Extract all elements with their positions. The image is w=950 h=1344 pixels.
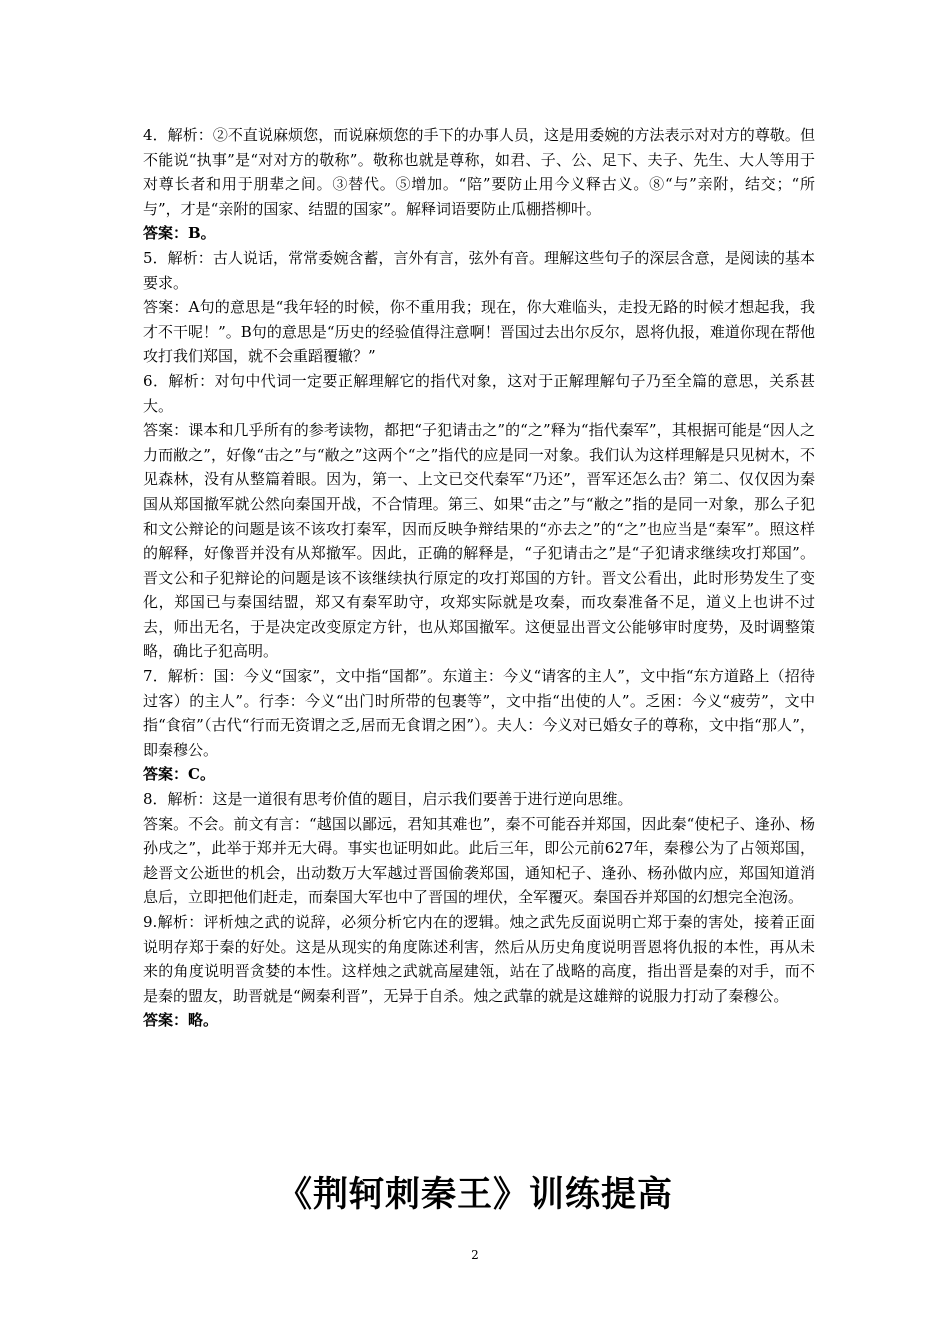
item-5-answer: 答案：A句的意思是“我年轻的时候，你不重用我；现在，你大难临头，走投无路的时候才想起我，我才不干呢！”。B句的意思是“历史的经验值得注意啊！晋国过去出尔反尔，恩将仇报，难道你现在帮他攻打我们郑国，就不会重蹈覆辙？”	[143, 298, 815, 366]
item-6-analysis: 6．解析：对句中代词一定要正解理解它的指代对象，这对于正解理解句子乃至全篇的意思，关系甚大。	[143, 371, 815, 415]
item-9-analysis: 9.解析：评析烛之武的说辞，必须分析它内在的逻辑。烛之武先反面说明亡郑于秦的害处，接着正面说明存郑于秦的好处。这是从现实的角度陈述利害，然后从历史角度说明晋恩将仇报的本性，再从未来的角度说明晋贪婪的本性。这样烛之武就高屋建瓴，站在了战略的高度，指出晋是秦的对手，而不是秦的盟友，助晋就是“阙秦利晋”，无异于自杀。烛之武靠的就是这雄辩的说服力打动了秦穆公。	[143, 913, 815, 1005]
item-6-answer: 答案：课本和几乎所有的参考读物，都把“子犯请击之”的“之”释为“指代秦军”，其根据可能是“因人之力而敝之”，好像“击之”与“敝之”这两个“之”指代的应是同一对象。我们认为这样理解是只见树木，不见森林，没有从整篇着眼。因为，第一、上文已交代秦军“乃还”，晋军还怎么击？第二、仅仅因为秦国从郑国撤军就公然向秦国开战，不合情理。第三、如果“击之”与“敝之”指的是同一对象，那么子犯和文公辩论的问题是该不该攻打秦军，因而反映争辩结果的“亦去之”的“之”也应当是“秦军”。照这样的解释，好像晋并没有从郑撤军。因此，正确的解释是，“子犯请击之”是“子犯请求继续攻打郑国”。晋文公和子犯辩论的问题是该不该继续执行原定的攻打郑国的方针。晋文公看出，此时形势发生了变化，郑国已与秦国结盟，郑又有秦军助守，攻郑实际就是攻秦，而攻秦准备不足，道义上也讲不过去，师出无名，于是决定改变原定方针，也从郑国撤军。这便显出晋文公能够审时度势，及时调整策略，确比子犯高明。	[143, 421, 815, 661]
item-4-analysis: 4．解析：②不直说麻烦您，而说麻烦您的手下的办事人员，这是用委婉的方法表示对对方的尊敬。但不能说“执事”是“对对方的敬称”。敬称也就是尊称，如君、子、公、足下、夫子、先生、大人等用于对尊长者和用于朋辈之间。③替代。⑤增加。“陪”要防止用今义释古义。⑧“与”亲附，结交；“所与”，才是“亲附的国家、结盟的国家”。解释词语要防止瓜棚搭柳叶。	[143, 126, 815, 218]
answer-analysis-section	[143, 123, 815, 1033]
page-number: 2	[471, 1248, 479, 1262]
section-title: 《荆轲刺秦王》训练提高	[276, 1175, 673, 1215]
item-9-answer: 答案：略。	[143, 1011, 219, 1030]
item-8-analysis: 8．解析：这是一道很有思考价值的题目，启示我们要善于进行逆向思维。	[143, 790, 633, 809]
item-7-analysis: 7．解析：国：今义“国家”，文中指“国都”。东道主：今义“请客的主人”，文中指“东方道路上（招待过客）的主人”。行李：今义“出门时所带的包裹等”，文中指“出使的人”。乏困：今义“疲劳”，文中指“食宿”（古代“行而无资谓之乏,居而无食谓之困”）。夫人：今义对已婚女子的尊称，文中指“那人”，即秦穆公。	[143, 667, 815, 759]
item-8-answer: 答案。不会。前文有言：“越国以鄙远，君知其难也”，秦不可能吞并郑国，因此秦“使杞子、逢孙、杨孙戌之”，此举于郑并无大碍。事实也证明如此。此后三年，即公元前627年，秦穆公为了占领郑国，趁晋文公逝世的机会，出动数万大军越过晋国偷袭郑国，通知杞子、逢孙、杨孙做内应，郑国知道消息后，立即把他们赶走，而秦国大军也中了晋国的埋伏，全军覆灭。秦国吞并郑国的幻想完全泡汤。	[143, 814, 815, 907]
item-7-answer: 答案：C。	[143, 765, 215, 784]
item-5-analysis: 5．解析：古人说话，常常委婉含蓄，言外有言，弦外有音。理解这些句子的深层含意，是阅读的基本要求。	[143, 248, 815, 292]
item-4-answer: 答案：B。	[143, 224, 216, 243]
